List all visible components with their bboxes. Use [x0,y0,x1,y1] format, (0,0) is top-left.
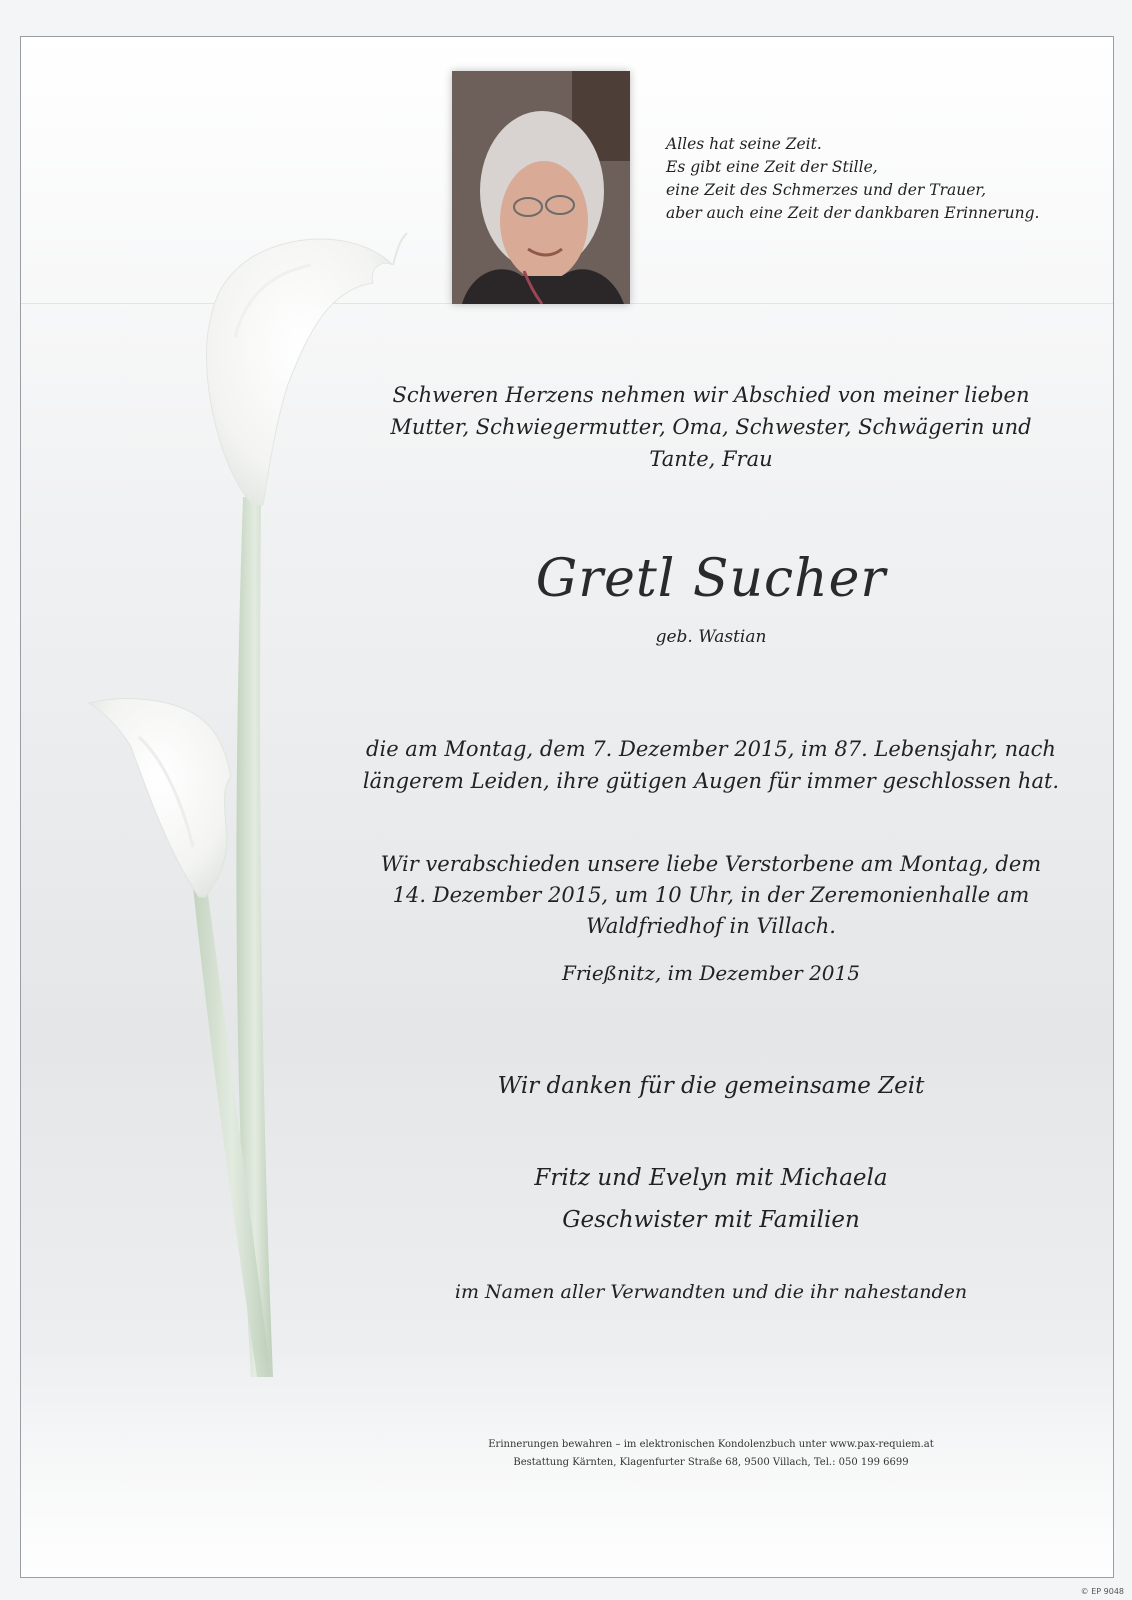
death-notice-line: längerem Leiden, ihre gütigen Augen für immer geschlossen hat. [362,769,1060,793]
intro-text [321,379,1101,475]
quote-line: aber auch eine Zeit der dankbaren Erinnerung. [666,204,1040,222]
intro-line: Tante, Frau [649,447,773,471]
thanks-line: Wir danken für die gemeinsame Zeit [497,1073,925,1099]
relatives-line: im Namen aller Verwandten und die ihr nahestanden [454,1281,968,1303]
funeral-line: Waldfriedhof in Villach. [586,914,836,938]
funeral-line: Wir verabschieden unsere liebe Verstorbene am Montag, dem [380,852,1042,876]
birth-name: geb. Wastian [655,627,767,647]
quote-line: Alles hat seine Zeit. [666,135,822,153]
card-frame [20,36,1114,1578]
portrait-photo [452,71,630,304]
intro-line: Schweren Herzens nehmen wir Abschied von meiner lieben [392,383,1030,407]
funeral-line: 14. Dezember 2015, um 10 Uhr, in der Zeremonienhalle am [392,883,1030,907]
intro-line: Mutter, Schwiegermutter, Oma, Schwester, Schwägerin und [390,415,1032,439]
death-notice [321,733,1101,797]
mourner-line: Geschwister mit Familien [562,1207,860,1233]
quote-block [666,133,1086,225]
mourners-list [321,1157,1101,1241]
footer-condolence-line: Erinnerungen bewahren – im elektronischen Kondolenzbuch unter www.pax-requiem.at [488,1439,934,1450]
portrait-photo-image [452,71,630,304]
death-notice-line: die am Montag, dem 7. Dezember 2015, im 87. Lebensjahr, nach [366,737,1056,761]
template-code: © EP 9048 [1080,1587,1124,1596]
quote-line: Es gibt eine Zeit der Stille, [666,158,878,176]
mourner-line: Fritz und Evelyn mit Michaela [534,1165,888,1191]
footer-address-line: Bestattung Kärnten, Klagenfurter Straße 68, 9500 Villach, Tel.: 050 199 6699 [513,1457,909,1468]
quote-line: eine Zeit des Schmerzes und der Trauer, [666,181,987,199]
funeral-details [321,849,1101,942]
place-date: Frießnitz, im Dezember 2015 [562,961,860,985]
deceased-name: Gretl Sucher [535,549,887,609]
